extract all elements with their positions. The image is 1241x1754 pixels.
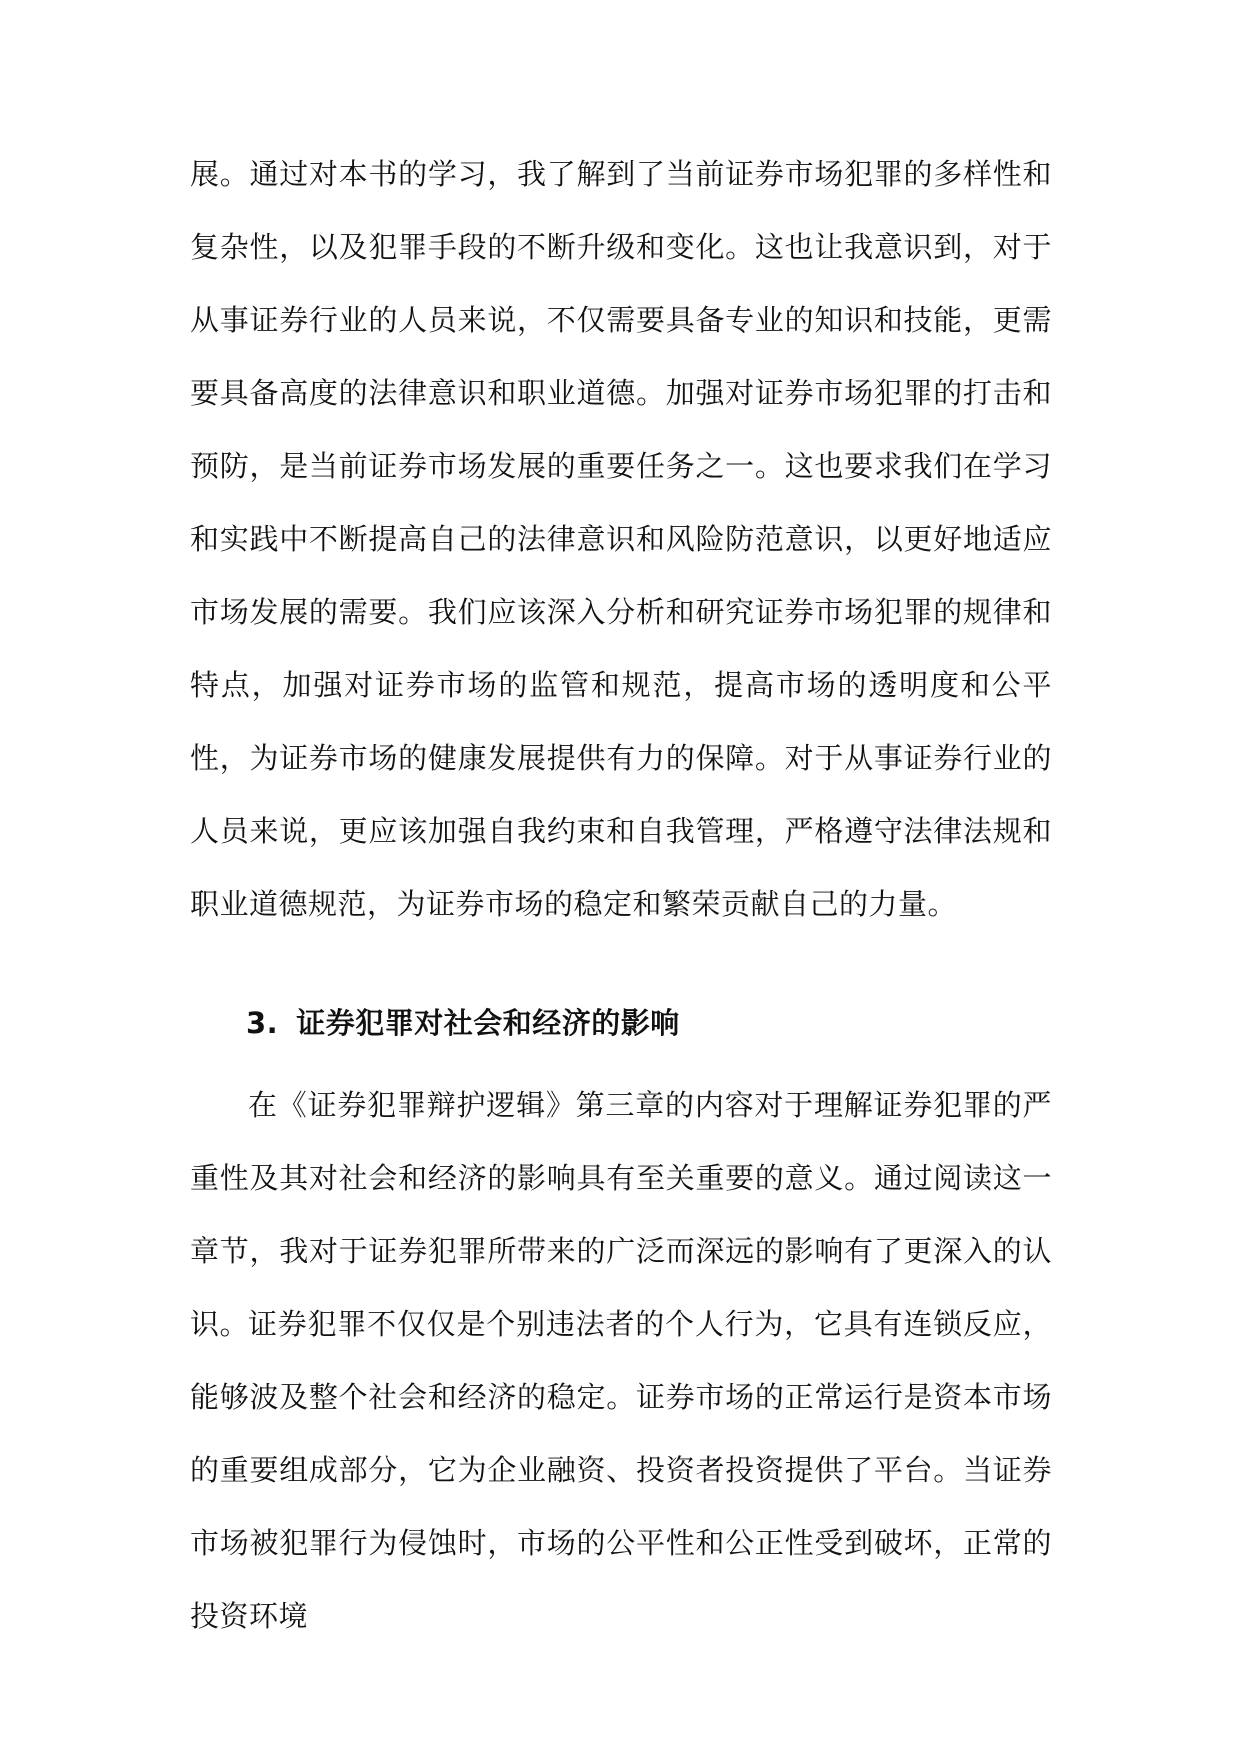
paragraph-continued: 展。通过对本书的学习，我了解到了当前证券市场犯罪的多样性和复杂性，以及犯罪手段的不断升级和变化。这也让我意识到，对于从事证券行业的人员来说，不仅需要具备专业的知识和技能，更需要具备高度的法律意识和职业道德。加强对证券市场犯罪的打击和预防，是当前证券市场发展的重要任务之一。这也要求我们在学习和实践中不断提高自己的法律意识和风险防范意识，以更好地适应市场发展的需要。我们应该深入分析和研究证券市场犯罪的规律和特点，加强对证券市场的监管和规范，提高市场的透明度和公平性，为证券市场的健康发展提供有力的保障。对于从事证券行业的人员来说，更应该加强自我约束和自我管理，严格遵守法律法规和职业道德规范，为证券市场的稳定和繁荣贡献自己的力量。 [190,157,1052,921]
section-number: 3. [246,1006,279,1040]
section-title: 证券犯罪对社会和经济的影响 [296,1006,680,1040]
paragraph-chapter-intro: 在《证券犯罪辩护逻辑》第三章的内容对于理解证券犯罪的严重性及其对社会和经济的影响具有至关重要的意义。通过阅读这一章节，我对于证券犯罪所带来的广泛而深远的影响有了更深入的认识。 [190,1088,1052,1341]
section-heading [246,1003,680,1043]
paragraph-chain-reaction: 证券犯罪不仅仅是个别违法者的个人行为，它具有连锁反应，能够波及整个社会和经济的稳定。证券市场的正常运行是资本市场的重要组成部分，它为企业融资、投资者投资提供了平台。当证券市场被犯罪行为侵蚀时，市场的公平性和公正性受到破坏，正常的投资环境 [190,1307,1052,1633]
